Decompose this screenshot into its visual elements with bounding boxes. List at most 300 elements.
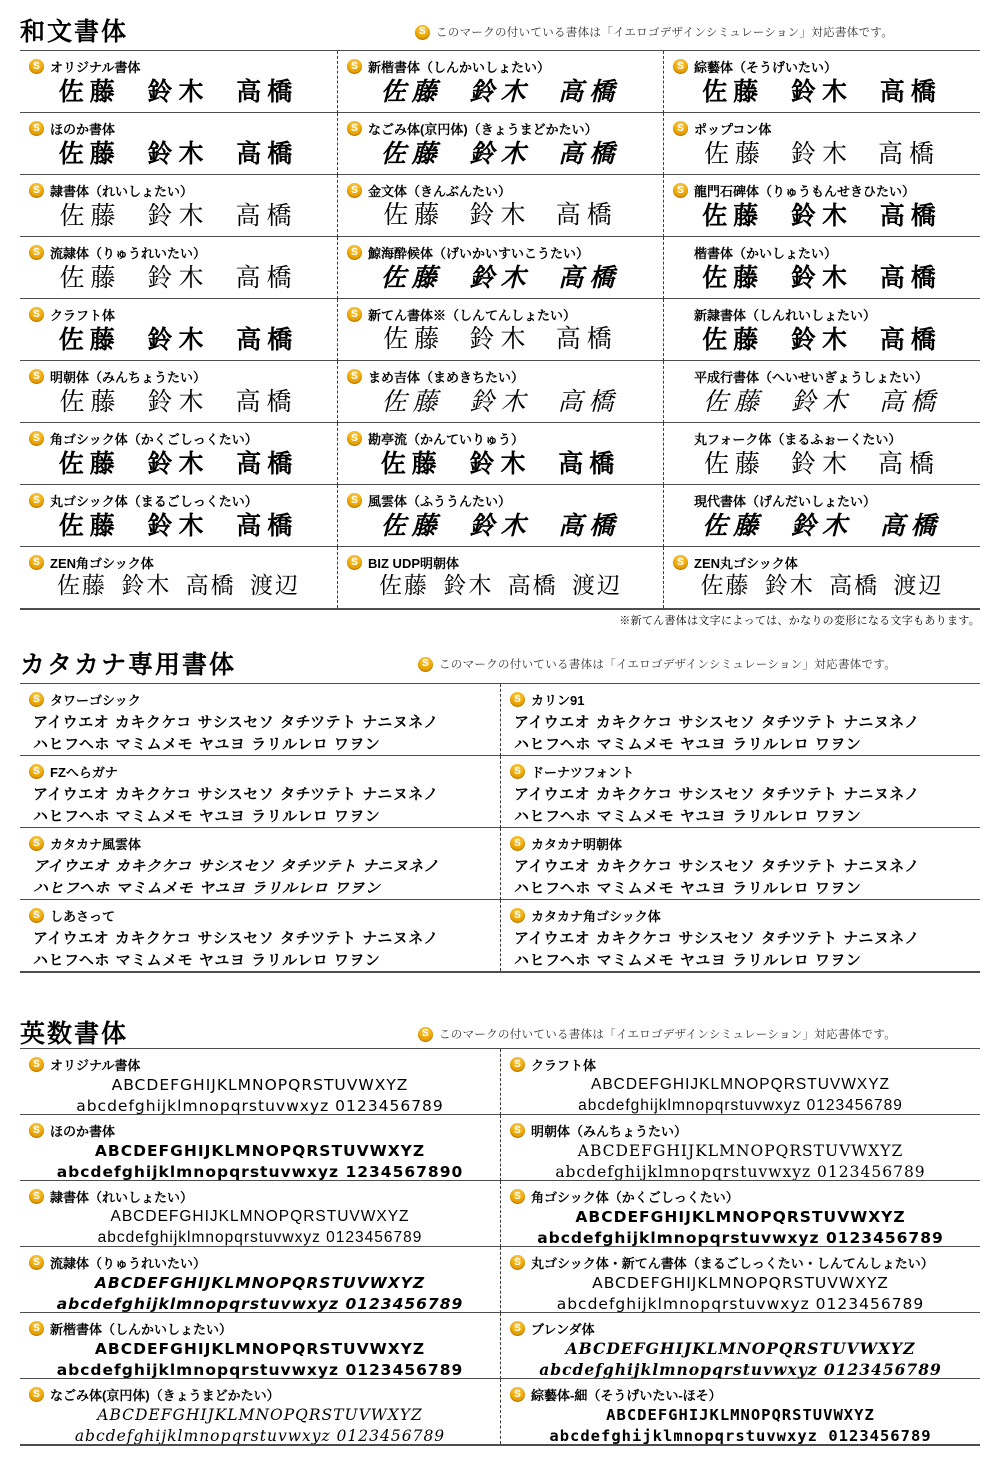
font-sample — [20, 77, 337, 107]
simulation-badge-icon: S — [510, 1321, 525, 1336]
font-label — [20, 1115, 500, 1140]
font-sample — [501, 856, 980, 900]
font-name: 隷書体（れいしょたい） — [50, 1190, 194, 1205]
font-specimen-cell — [663, 113, 980, 175]
font-specimen-cell — [500, 1379, 980, 1444]
note-text: このマークの付いている書体は「イエロゴデザインシミュレーション」対応書体です。 — [439, 659, 897, 671]
font-name: カリン91 — [531, 693, 585, 708]
font-name: しあさって — [50, 909, 116, 924]
font-specimen-cell — [337, 113, 663, 175]
simulation-badge-icon: S — [29, 245, 44, 260]
font-label — [20, 485, 337, 510]
wabun-section-note — [415, 24, 893, 40]
font-label — [501, 1115, 980, 1140]
font-sample — [664, 201, 980, 231]
font-specimen-cell — [20, 1115, 500, 1181]
font-sample — [20, 573, 337, 601]
font-name: ZEN丸ゴシック体 — [694, 556, 798, 571]
simulation-badge-icon: S — [347, 431, 362, 446]
font-specimen-cell — [663, 175, 980, 237]
sample-line: 佐藤 鈴木 高橋 — [58, 449, 299, 478]
sample-line: 佐藤 鈴木 高橋 — [703, 387, 941, 416]
font-name: タワーゴシック — [50, 693, 141, 708]
font-name: 明朝体（みんちょうたい） — [50, 370, 207, 385]
font-label — [501, 1247, 980, 1272]
font-label — [501, 1181, 980, 1206]
font-name: 勘亭流（かんていりゅう） — [368, 432, 525, 447]
font-sample — [20, 139, 337, 169]
font-specimen-cell — [20, 51, 337, 113]
sample-line: ハヒフヘホ マミムメモ ヤユヨ ラリルレロ ワヲン — [514, 734, 862, 753]
font-label — [338, 485, 663, 510]
font-label — [501, 684, 980, 709]
sample-line: 佐藤 鈴木 高橋 — [383, 326, 618, 353]
font-sample — [501, 1405, 980, 1444]
simulation-badge-icon: S — [29, 493, 44, 508]
simulation-badge-icon: S — [673, 59, 688, 74]
font-label — [20, 1049, 500, 1074]
sample-line: abcdefghijklmnopqrstuvwxyz 0123456789 — [56, 1360, 464, 1379]
font-sample — [501, 784, 980, 828]
katakana-section-note — [418, 656, 896, 672]
font-label — [664, 175, 980, 200]
font-name: クラフト体 — [531, 1058, 597, 1073]
font-label — [338, 299, 663, 324]
font-specimen-cell — [337, 299, 663, 361]
font-label — [20, 237, 337, 262]
font-sample — [20, 387, 337, 417]
font-label — [664, 547, 980, 572]
font-name: 綜藝体（そうげいたい） — [694, 60, 838, 75]
simulation-badge-icon: S — [347, 183, 362, 198]
sample-line: ハヒフヘホ マミムメモ ヤユヨ ラリルレロ ワヲン — [33, 878, 381, 897]
font-label — [20, 175, 337, 200]
font-label — [338, 237, 663, 262]
font-specimen-cell — [20, 547, 337, 608]
simulation-badge-icon: S — [347, 555, 362, 570]
sample-line: 佐藤 鈴木 高橋 — [380, 449, 621, 478]
section-title-katakana: カタカナ専用書体 — [20, 651, 237, 679]
sample-line: 佐藤 鈴木 高橋 — [59, 263, 298, 292]
font-label — [338, 175, 663, 200]
font-sample — [338, 573, 663, 601]
font-name: 鯨海酔候体（げいかいすいこうたい） — [368, 246, 590, 261]
font-specimen-cell — [500, 1247, 980, 1313]
font-label — [20, 113, 337, 138]
font-sample — [338, 201, 663, 231]
font-specimen-cell — [337, 51, 663, 113]
simulation-badge-icon: S — [29, 764, 44, 779]
font-name: FZへらガナ — [50, 765, 118, 780]
font-name: 角ゴシック体（かくごしっくたい） — [531, 1190, 739, 1205]
font-sample — [338, 325, 663, 355]
font-label — [20, 684, 500, 709]
font-name: まめ吉体（まめきちたい） — [368, 370, 525, 385]
font-name: 金文体（きんぶんたい） — [368, 184, 512, 199]
font-sample — [664, 77, 980, 107]
sample-line: アイウエオ カキクケコ サシスセソ タチツテト ナニヌネノ — [514, 857, 920, 875]
simulation-badge-icon: S — [29, 692, 44, 707]
sample-line: abcdefghijklmnopqrstuvwxyz 0123456789 — [539, 1359, 942, 1379]
simulation-badge-icon: S — [418, 657, 433, 672]
font-name: ほのか書体 — [50, 1124, 116, 1139]
simulation-badge-icon: S — [510, 764, 525, 779]
font-label — [20, 1181, 500, 1206]
sample-line: ハヒフヘホ マミムメモ ヤユヨ ラリルレロ ワヲン — [33, 806, 381, 825]
font-name: 丸ゴシック体・新てん書体（まるごしっくたい・しんてんしょたい） — [531, 1256, 934, 1271]
sample-line: ABCDEFGHIJKLMNOPQRSTUVWXYZ — [606, 1406, 875, 1424]
font-label — [20, 828, 500, 853]
simulation-badge-icon: S — [29, 183, 44, 198]
sample-line: ABCDEFGHIJKLMNOPQRSTUVWXYZ — [94, 1274, 426, 1292]
font-specimen-cell — [20, 684, 500, 756]
font-specimen-cell — [663, 299, 980, 361]
sample-line: アイウエオ カキクケコ サシスセソ タチツテト ナニヌネノ — [514, 929, 920, 947]
font-label — [664, 361, 980, 386]
font-label — [20, 51, 337, 76]
sample-line: abcdefghijklmnopqrstuvwxyz 0123456789 — [555, 1162, 926, 1181]
sample-line: ABCDEFGHIJKLMNOPQRSTUVWXYZ — [565, 1339, 916, 1358]
font-name: ほのか書体 — [50, 122, 116, 137]
sample-line: abcdefghijklmnopqrstuvwxyz 0123456789 — [537, 1228, 944, 1247]
font-sample — [338, 139, 663, 169]
sample-line: ABCDEFGHIJKLMNOPQRSTUVWXYZ — [577, 1142, 904, 1160]
font-specimen-cell — [337, 423, 663, 485]
font-specimen-cell — [20, 299, 337, 361]
font-sample — [20, 928, 500, 971]
simulation-badge-icon: S — [510, 1387, 525, 1402]
font-name: なごみ体(京円体)（きょうまどかたい） — [50, 1388, 280, 1403]
font-label — [338, 423, 663, 448]
font-sample — [501, 1141, 980, 1181]
font-name: 流隷体（りゅうれいたい） — [50, 1256, 207, 1271]
font-label — [338, 113, 663, 138]
font-sample — [664, 263, 980, 293]
font-specimen-cell — [500, 756, 980, 828]
font-name: 楷書体（かいしょたい） — [694, 246, 838, 261]
font-specimen-cell — [500, 1313, 980, 1379]
font-specimen-cell — [500, 684, 980, 756]
sample-line: 佐藤 鈴木 高橋 — [704, 450, 940, 478]
font-specimen-cell — [20, 828, 500, 900]
font-sample — [338, 263, 663, 293]
font-sample — [664, 449, 980, 479]
simulation-badge-icon: S — [415, 25, 430, 40]
sample-line: 佐藤 鈴木 高橋 — [58, 139, 299, 168]
sample-line: アイウエオ カキクケコ サシスセソ タチツテト ナニヌネノ — [514, 785, 920, 803]
font-specimen-cell — [337, 175, 663, 237]
simulation-badge-icon: S — [29, 1123, 44, 1138]
simulation-badge-icon: S — [347, 245, 362, 260]
font-specimen-cell — [337, 547, 663, 608]
simulation-badge-icon: S — [418, 1027, 433, 1042]
font-label — [20, 756, 500, 781]
sample-line: ハヒフヘホ マミムメモ ヤユヨ ラリルレロ ワヲン — [33, 734, 381, 753]
font-specimen-cell — [500, 900, 980, 971]
font-sample — [20, 325, 337, 355]
wabun-font-grid — [20, 50, 980, 610]
eisu-font-grid — [20, 1048, 980, 1446]
font-label — [20, 547, 337, 572]
sample-line: 佐藤 鈴木 高橋 — [58, 511, 299, 540]
font-sample — [338, 387, 663, 417]
font-name: 丸フォーク体（まるふぉーくたい） — [694, 432, 902, 447]
font-specimen-cell — [20, 113, 337, 175]
font-label — [664, 299, 980, 324]
sample-line: ABCDEFGHIJKLMNOPQRSTUVWXYZ — [94, 1340, 426, 1358]
font-label — [501, 900, 980, 925]
sample-line: 佐藤 鈴木 高橋 渡辺 — [57, 573, 300, 599]
wabun-footnote: ※新てん書体は文字によっては、かなりの変形になる文字もあります。 — [619, 615, 980, 627]
font-specimen-cell — [20, 1379, 500, 1444]
font-name: カタカナ明朝体 — [531, 837, 623, 852]
sample-line: ハヒフヘホ マミムメモ ヤユヨ ラリルレロ ワヲン — [514, 806, 862, 825]
font-label — [20, 361, 337, 386]
sample-line: 佐藤 鈴木 高橋 — [702, 511, 942, 540]
font-specimen-cell — [20, 900, 500, 971]
font-sample — [338, 449, 663, 479]
font-name: 現代書体（げんだいしょたい） — [694, 494, 877, 509]
font-specimen-cell — [337, 485, 663, 547]
font-specimen-cell — [663, 237, 980, 299]
sample-line: ハヒフヘホ マミムメモ ヤユヨ ラリルレロ ワヲン — [33, 950, 381, 969]
font-label — [664, 423, 980, 448]
sample-line: アイウエオ カキクケコ サシスセソ タチツテト ナニヌネノ — [33, 713, 439, 731]
simulation-badge-icon: S — [510, 1189, 525, 1204]
simulation-badge-icon: S — [673, 555, 688, 570]
font-sample — [664, 511, 980, 541]
font-sample — [20, 511, 337, 541]
font-specimen-cell — [500, 1181, 980, 1247]
font-label — [501, 828, 980, 853]
font-name: 丸ゴシック体（まるごしっくたい） — [50, 494, 258, 509]
font-specimen-cell — [20, 1247, 500, 1313]
simulation-badge-icon: S — [29, 836, 44, 851]
font-sample — [20, 1141, 500, 1181]
sample-line: ABCDEFGHIJKLMNOPQRSTUVWXYZ — [575, 1208, 906, 1226]
font-sample — [338, 511, 663, 541]
font-name: 流隷体（りゅうれいたい） — [50, 246, 207, 261]
simulation-badge-icon: S — [29, 908, 44, 923]
simulation-badge-icon: S — [347, 307, 362, 322]
sample-line: 佐藤 鈴木 高橋 — [702, 325, 942, 354]
sample-line: アイウエオ カキクケコ サシスセソ タチツテト ナニヌネノ — [514, 713, 920, 731]
font-sample — [501, 712, 980, 756]
sample-line: 佐藤 鈴木 高橋 — [380, 263, 621, 292]
font-specimen-cell — [663, 361, 980, 423]
font-name: ZEN角ゴシック体 — [50, 556, 154, 571]
font-sample — [664, 573, 980, 601]
font-specimen-cell — [337, 361, 663, 423]
font-name: ポップコン体 — [694, 122, 772, 137]
font-name: 新てん書体※（しんてんしょたい） — [368, 308, 577, 323]
sample-line: abcdefghijklmnopqrstuvwxyz 0123456789 — [74, 1426, 446, 1444]
font-label — [664, 485, 980, 510]
font-label — [20, 423, 337, 448]
sample-line: 佐藤 鈴木 高橋 — [383, 202, 618, 229]
note-text: このマークの付いている書体は「イエロゴデザインシミュレーション」対応書体です。 — [439, 1029, 897, 1041]
simulation-badge-icon: S — [347, 59, 362, 74]
simulation-badge-icon: S — [510, 908, 525, 923]
font-label — [20, 1379, 500, 1404]
font-specimen-cell — [20, 756, 500, 828]
simulation-badge-icon: S — [29, 555, 44, 570]
simulation-badge-icon: S — [29, 1189, 44, 1204]
font-name: オリジナル書体 — [50, 1058, 141, 1073]
font-specimen-cell — [20, 237, 337, 299]
font-specimen-cell — [663, 547, 980, 608]
simulation-badge-icon: S — [29, 1321, 44, 1336]
simulation-badge-icon: S — [673, 121, 688, 136]
section-title-wabun: 和文書体 — [20, 18, 129, 46]
simulation-badge-icon: S — [510, 1255, 525, 1270]
font-name: 龍門石碑体（りゅうもんせきひたい） — [694, 184, 916, 199]
font-sample — [664, 325, 980, 355]
font-name: BIZ UDP明朝体 — [368, 556, 460, 571]
sample-line: 佐藤 鈴木 高橋 — [380, 139, 621, 168]
eisu-section-note — [418, 1026, 896, 1042]
font-specimen-cell — [500, 1115, 980, 1181]
font-label — [338, 51, 663, 76]
font-label — [20, 1313, 500, 1338]
section-title-eisu: 英数書体 — [20, 1020, 129, 1048]
simulation-badge-icon: S — [347, 493, 362, 508]
font-name: 明朝体（みんちょうたい） — [531, 1124, 688, 1139]
simulation-badge-icon: S — [29, 59, 44, 74]
sample-line: abcdefghijklmnopqrstuvwxyz 0123456789 — [549, 1426, 932, 1444]
sample-line: 佐藤 鈴木 高橋 — [58, 325, 299, 354]
sample-line: abcdefghijklmnopqrstuvwxyz 0123456789 — [76, 1096, 444, 1115]
font-sample — [20, 1339, 500, 1379]
font-specimen-cell — [500, 828, 980, 900]
simulation-badge-icon: S — [29, 121, 44, 136]
sample-line: 佐藤 鈴木 高橋 — [704, 140, 940, 168]
font-sample — [20, 712, 500, 756]
katakana-font-grid — [20, 683, 980, 973]
simulation-badge-icon: S — [29, 431, 44, 446]
font-specimen-cell — [663, 423, 980, 485]
sample-line: 佐藤 鈴木 高橋 — [59, 201, 298, 230]
simulation-badge-icon: S — [673, 183, 688, 198]
font-name: ブレンダ体 — [531, 1322, 595, 1337]
sample-line: abcdefghijklmnopqrstuvwxyz 1234567890 — [56, 1162, 464, 1181]
font-label — [664, 113, 980, 138]
font-name: ドーナツフォント — [531, 765, 635, 780]
font-sample — [20, 201, 337, 231]
note-text: このマークの付いている書体は「イエロゴデザインシミュレーション」対応書体です。 — [436, 27, 894, 39]
sample-line: ABCDEFGHIJKLMNOPQRSTUVWXYZ — [94, 1142, 426, 1160]
sample-line: 佐藤 鈴木 高橋 — [380, 77, 621, 106]
font-name: 風雲体（ふううんたい） — [368, 494, 512, 509]
font-name: 新隷書体（しんれいしょたい） — [694, 308, 877, 323]
font-name: 新楷書体（しんかいしょたい） — [50, 1322, 233, 1337]
sample-line: 佐藤 鈴木 高橋 — [58, 77, 299, 106]
font-label — [501, 1379, 980, 1404]
font-sample — [501, 1273, 980, 1313]
sample-line: ABCDEFGHIJKLMNOPQRSTUVWXYZ — [110, 1208, 410, 1225]
font-sample — [501, 1075, 980, 1115]
font-label — [20, 1247, 500, 1272]
sample-line: 佐藤 鈴木 高橋 — [702, 263, 942, 292]
font-name: 綜藝体-細（そうげいたい-ほそ） — [531, 1388, 722, 1403]
font-label — [501, 1313, 980, 1338]
simulation-badge-icon: S — [510, 1057, 525, 1072]
font-label — [501, 1049, 980, 1074]
simulation-badge-icon: S — [510, 1123, 525, 1138]
simulation-badge-icon: S — [510, 836, 525, 851]
font-specimen-cell — [20, 175, 337, 237]
sample-line: abcdefghijklmnopqrstuvwxyz 0123456789 — [556, 1294, 925, 1313]
font-sample — [20, 1273, 500, 1313]
sample-line: 佐藤 鈴木 高橋 渡辺 — [700, 573, 944, 599]
font-sample — [20, 1405, 500, 1444]
font-name: カタカナ風雲体 — [50, 837, 142, 852]
sample-line: 佐藤 鈴木 高橋 — [702, 201, 942, 230]
font-name: 隷書体（れいしょたい） — [50, 184, 194, 199]
font-sample — [20, 1207, 500, 1247]
sample-line: アイウエオ カキクケコ サシスセソ タチツテト ナニヌネノ — [33, 857, 439, 875]
font-specimen-cell — [20, 361, 337, 423]
font-sample — [20, 449, 337, 479]
sample-line: 佐藤 鈴木 高橋 — [702, 77, 942, 106]
font-label — [664, 51, 980, 76]
simulation-badge-icon: S — [29, 369, 44, 384]
font-name: 角ゴシック体（かくごしっくたい） — [50, 432, 258, 447]
sample-line: 佐藤 鈴木 高橋 渡辺 — [379, 573, 622, 599]
font-specimen-cell — [500, 1049, 980, 1115]
font-specimen-cell — [337, 237, 663, 299]
font-sample — [501, 1339, 980, 1379]
font-specimen-cell — [20, 1049, 500, 1115]
simulation-badge-icon: S — [29, 1255, 44, 1270]
simulation-badge-icon: S — [29, 307, 44, 322]
sample-line: abcdefghijklmnopqrstuvwxyz 0123456789 — [97, 1228, 423, 1246]
font-specimen-cell — [663, 485, 980, 547]
font-sample — [20, 1075, 500, 1115]
font-sample — [338, 77, 663, 107]
simulation-badge-icon: S — [347, 121, 362, 136]
font-sample — [664, 387, 980, 417]
font-label — [501, 756, 980, 781]
font-sample — [664, 139, 980, 169]
font-label — [338, 361, 663, 386]
font-specimen-cell — [663, 51, 980, 113]
sample-line: abcdefghijklmnopqrstuvwxyz 0123456789 — [578, 1096, 903, 1114]
font-sample — [20, 263, 337, 293]
simulation-badge-icon: S — [347, 369, 362, 384]
font-sample — [20, 856, 500, 900]
font-name: 平成行書体（へいせいぎょうしょたい） — [694, 370, 929, 385]
font-label — [20, 900, 500, 925]
simulation-badge-icon: S — [29, 1387, 44, 1402]
sample-line: ABCDEFGHIJKLMNOPQRSTUVWXYZ — [97, 1406, 423, 1424]
font-sample — [20, 784, 500, 828]
font-specimen-cell — [20, 485, 337, 547]
sample-line: ABCDEFGHIJKLMNOPQRSTUVWXYZ — [591, 1076, 890, 1093]
simulation-badge-icon: S — [510, 692, 525, 707]
font-name: クラフト体 — [50, 308, 116, 323]
sample-line: 佐藤 鈴木 高橋 — [380, 511, 621, 540]
font-specimen-cell — [20, 423, 337, 485]
font-label — [20, 299, 337, 324]
sample-line: 佐藤 鈴木 高橋 — [59, 387, 298, 416]
font-name: オリジナル書体 — [50, 60, 141, 75]
sample-line: ハヒフヘホ マミムメモ ヤユヨ ラリルレロ ワヲン — [514, 950, 862, 969]
sample-line: ハヒフヘホ マミムメモ ヤユヨ ラリルレロ ワヲン — [514, 878, 862, 897]
sample-line: ABCDEFGHIJKLMNOPQRSTUVWXYZ — [592, 1274, 889, 1292]
font-label — [338, 547, 663, 572]
font-specimen-cell — [20, 1313, 500, 1379]
